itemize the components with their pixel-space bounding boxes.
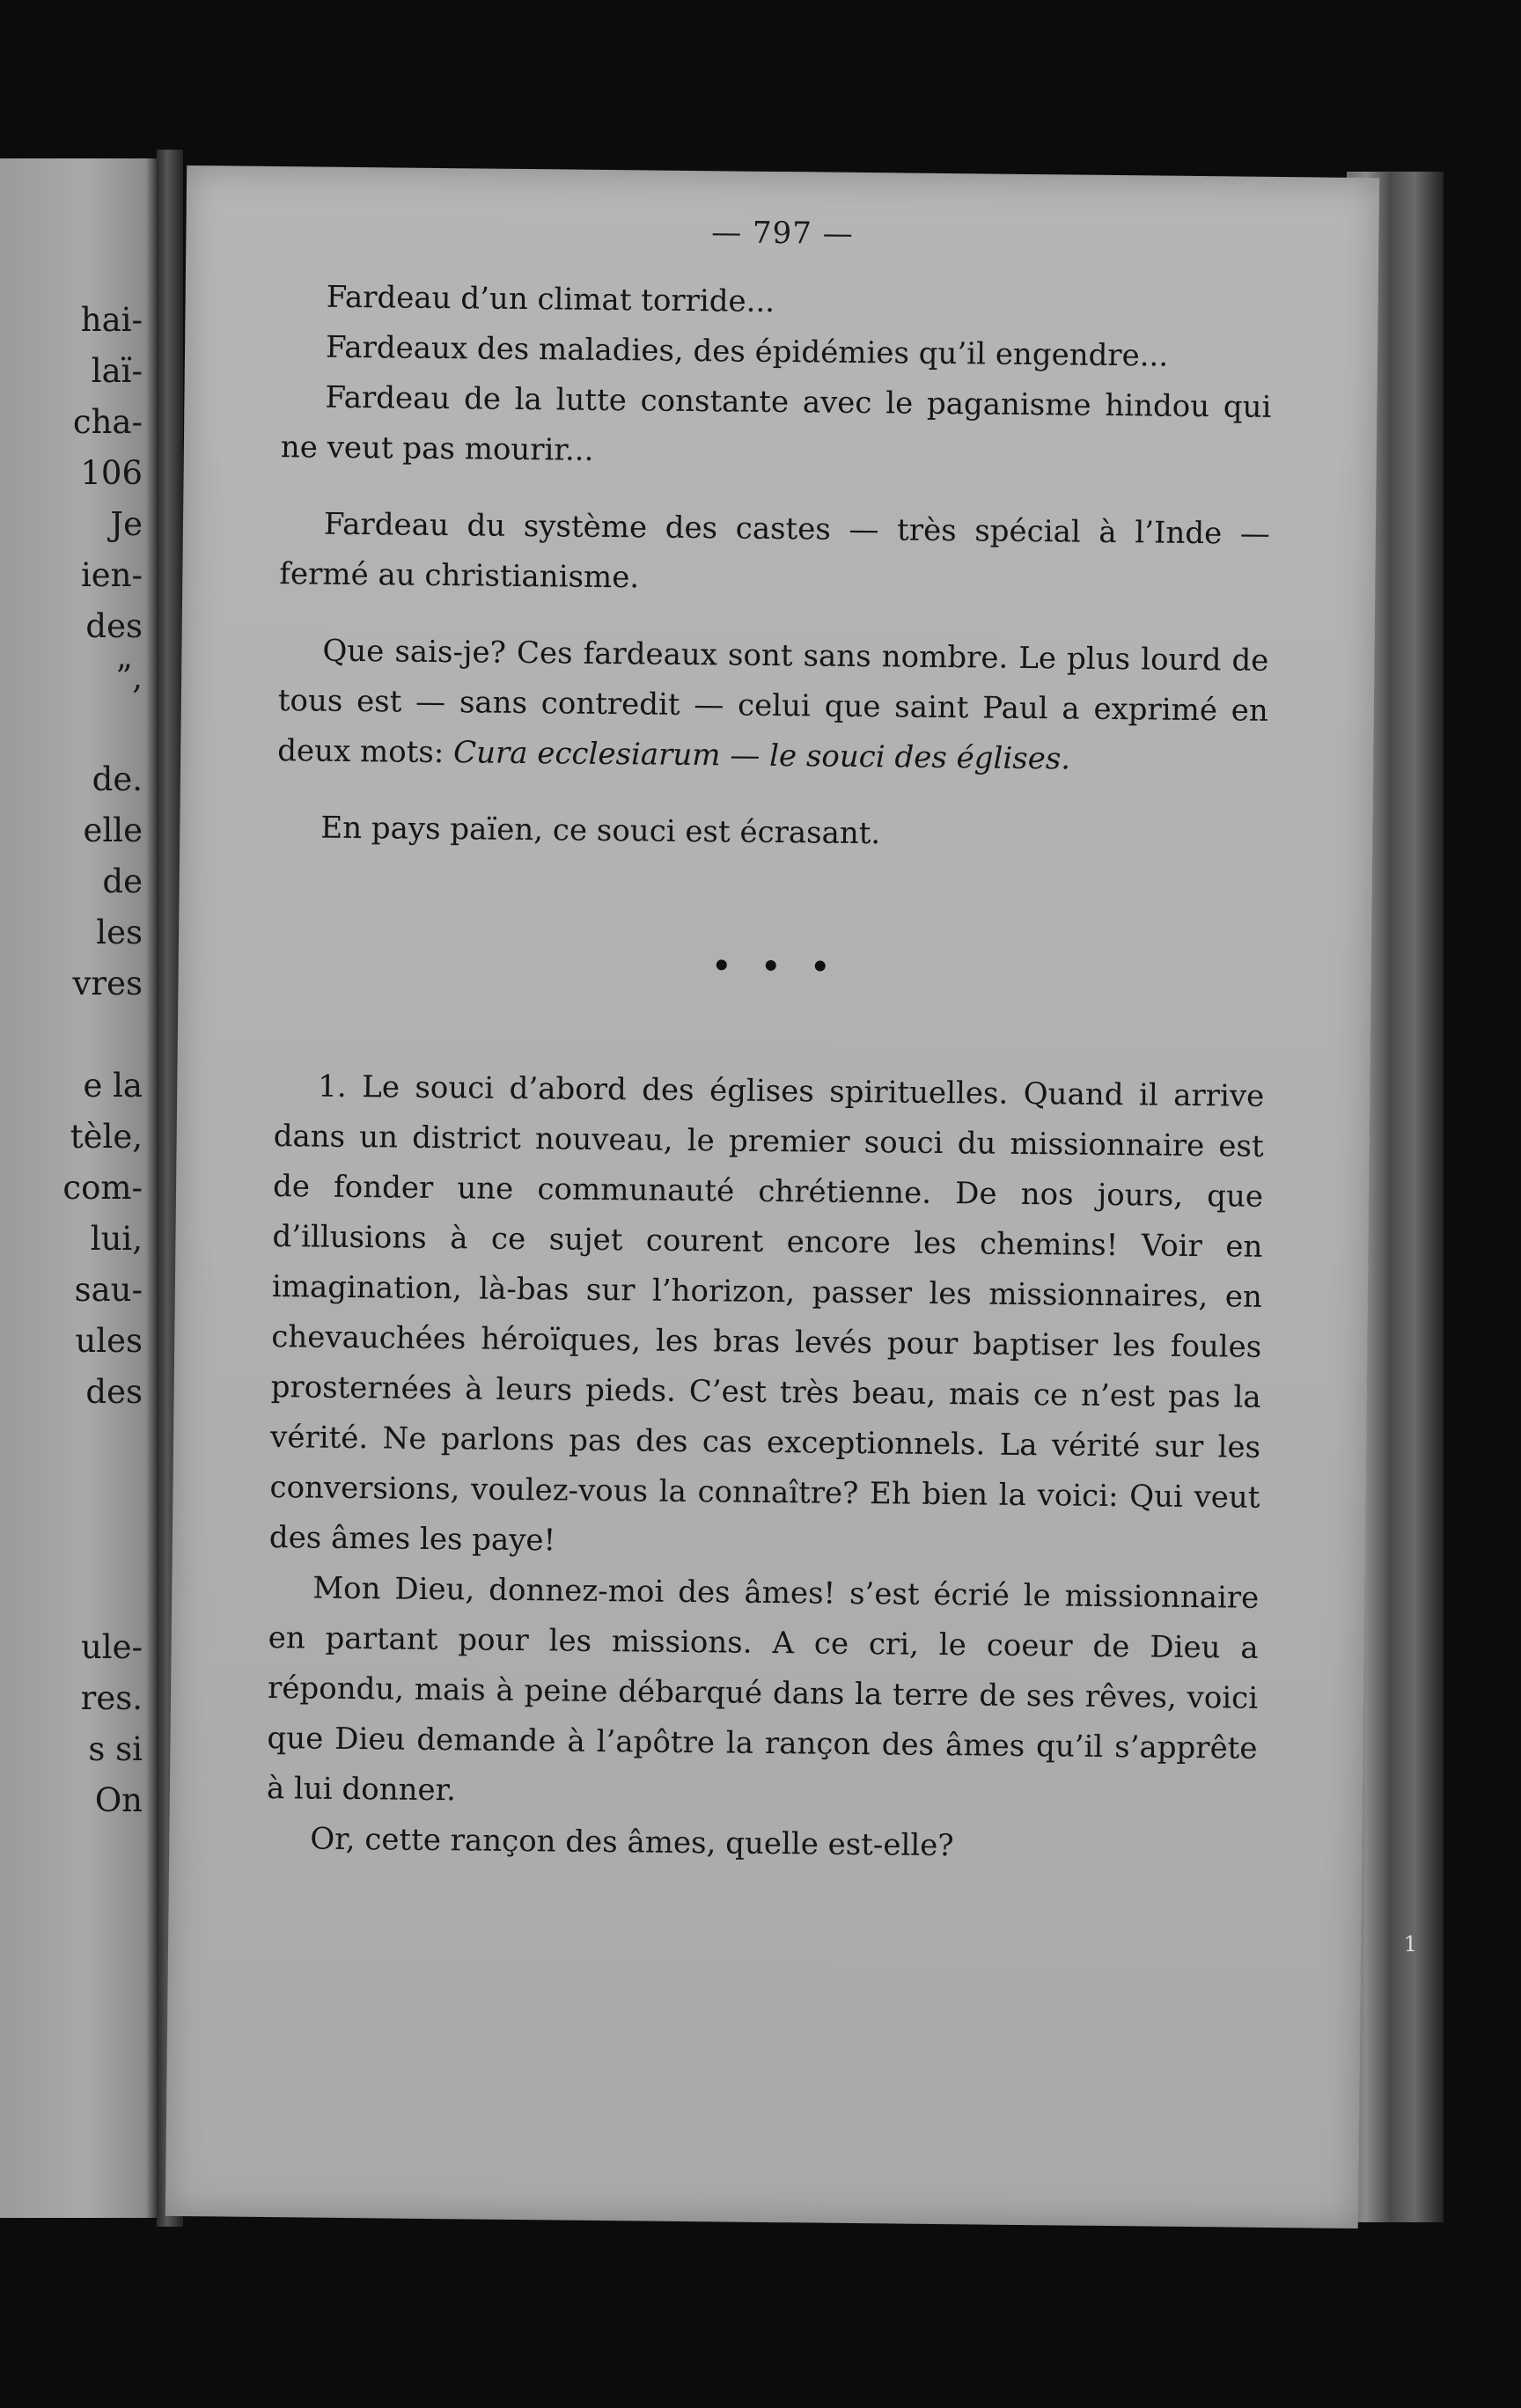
left-line: 106 — [80, 454, 143, 492]
left-line: hai- — [80, 301, 143, 339]
paragraph: Mon Dieu, donnez-moi des âmes! s’est écrié le missionnaire en partant pour les missions. A ce cri, le coeur de Dieu a répondu, mais à peine débarqué dans la terre de ses rêves, voici que Dieu demande à l’apôtre la rançon des âmes qu’il s’apprête à lui donner. — [266, 1570, 1260, 1809]
previous-page-text — [62, 295, 143, 1826]
edge-mark: 1 — [1403, 1932, 1417, 1956]
left-line: ule- — [80, 1628, 143, 1666]
left-line: ”, — [115, 658, 143, 696]
section-separator — [276, 932, 1267, 993]
separator-dot — [765, 960, 775, 971]
left-line: vres — [72, 965, 143, 1002]
left-line: sau- — [74, 1271, 143, 1309]
left-line: de — [102, 863, 143, 900]
left-line — [62, 1418, 143, 1469]
left-line: com- — [62, 1169, 143, 1207]
paragraph: En pays païen, ce souci est écrasant. — [320, 810, 881, 852]
separator-dot — [814, 960, 825, 971]
page-number: — 797 — — [710, 215, 854, 252]
page-body — [266, 272, 1273, 1875]
left-line: des — [85, 607, 143, 645]
paragraph — [277, 626, 1269, 787]
paragraph: Fardeau de la lutte constante avec le paganisme hindou qui ne veut pas mourir... — [280, 379, 1272, 468]
paragraph: 1. Le souci d’abord des églises spirituelles. Quand il arrive dans un district nouveau, le premier souci du missionnaire est de fonder une communauté chrétienne. De nos jours, que d’illusions à ce sujet courent encore les chemins! Voir en imagination, là-bas sur l’horizon, passer les missionnaires, en chevauchées héroïques, les bras levés pour baptiser les foules prosternées à leurs pieds. C’est très beau, mais ce n’est pas la vérité. Ne parlons pas des cas exceptionnels. La vérité sur les conversions, voulez-vous la connaître? Eh bien la voici: Qui veut des âmes les paye! — [268, 1068, 1265, 1559]
left-line: On — [94, 1781, 143, 1819]
left-line: de. — [92, 760, 143, 798]
left-line: des — [85, 1373, 143, 1411]
left-line: ules — [75, 1322, 143, 1360]
left-line — [62, 1520, 143, 1571]
left-line — [62, 1571, 143, 1622]
left-line: Je — [110, 505, 143, 543]
paragraph-text: Que sais-je? Ces fardeaux sont sans nombre. Le plus lourd de tous est — sans contredit — celui que saint Paul a exprimé en deux mots: — [277, 633, 1269, 771]
left-line: ien- — [80, 556, 143, 594]
separator-dot — [716, 959, 726, 970]
paragraph: Fardeau d’un climat torride... — [326, 279, 775, 319]
left-line: laï- — [91, 352, 143, 390]
latin-quote: Cura ecclesiarum — le souci des églises. — [452, 735, 1071, 777]
left-line: les — [96, 914, 143, 951]
paragraph: Fardeau du système des castes — très spécial à l’Inde — fermé au christianisme. — [279, 506, 1271, 596]
left-line — [62, 1469, 143, 1520]
paragraph: Fardeaux des maladies, des épidémies qu’il engendre... — [325, 329, 1169, 374]
book-page — [165, 165, 1379, 2228]
paragraph: Or, cette rançon des âmes, quelle est-elle? — [310, 1821, 954, 1864]
left-line: elle — [83, 811, 143, 849]
left-line: s si — [88, 1730, 143, 1768]
previous-page-strip — [0, 158, 158, 2218]
left-line: cha- — [72, 403, 143, 441]
left-line — [62, 1009, 143, 1061]
left-line: e la — [83, 1067, 143, 1105]
left-line: tèle, — [70, 1118, 143, 1156]
left-line — [62, 703, 143, 754]
left-line: lui, — [90, 1220, 143, 1258]
left-line: res. — [80, 1679, 143, 1717]
